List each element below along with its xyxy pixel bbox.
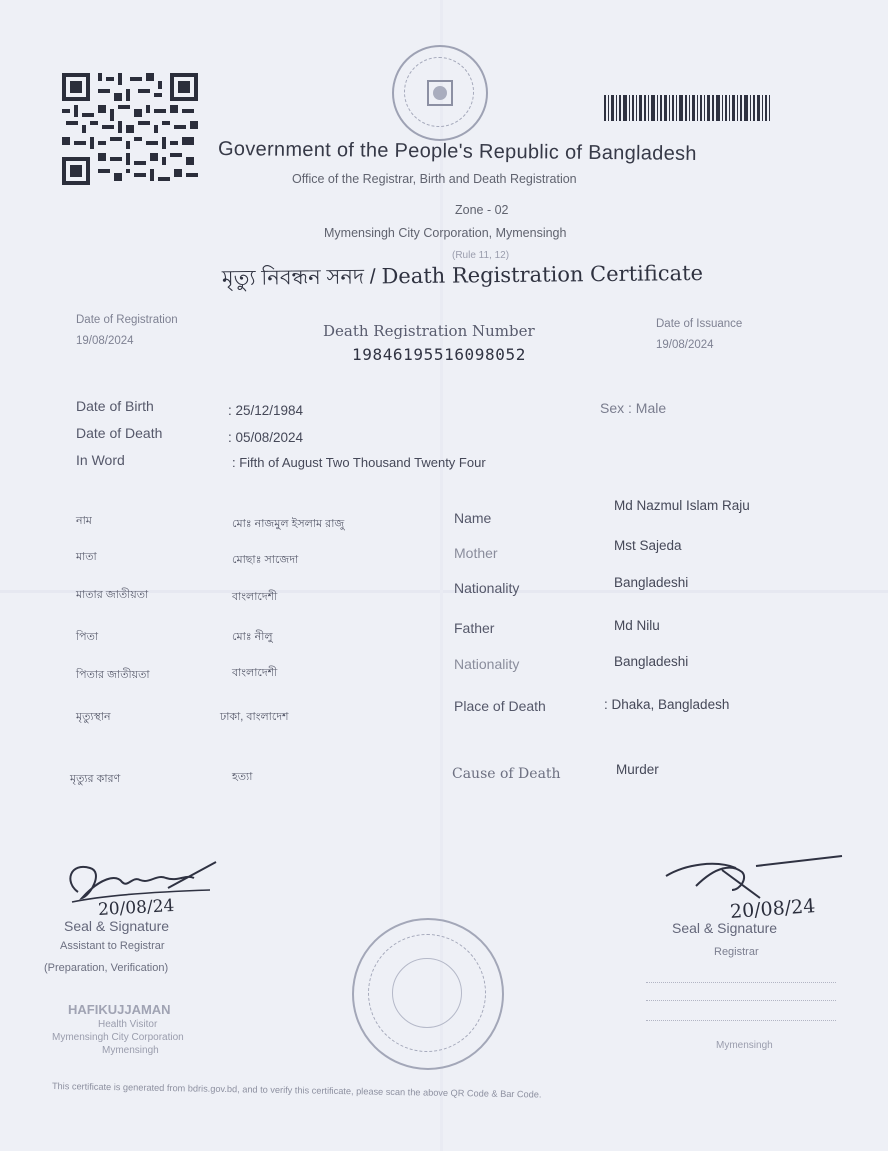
en-label-mother-nationality: Nationality [454,580,520,596]
bn-label-father: পিতা [76,631,99,643]
left-stamp-org: Mymensingh City Corporation [52,1032,184,1043]
bn-label-name: নাম [76,515,92,527]
certificate-title-en: Death Registration Certificate [381,260,704,289]
en-label-mother: Mother [454,545,498,561]
left-role-detail: (Preparation, Verification) [44,962,169,974]
en-label-father: Father [454,620,495,636]
zone-label: Zone - 02 [455,203,509,217]
bn-value-mother-nationality: বাংলাদেশী [232,591,278,603]
en-label-father-nationality: Nationality [454,656,520,672]
barcode-icon[interactable] [604,95,828,121]
registration-number-label: Death Registration Number [323,322,535,340]
date-of-issuance-label: Date of Issuance [656,318,743,330]
certificate-title-bn: মৃত্যু নিবন্ধন সনদ / [221,265,376,290]
right-role: Registrar [714,946,759,958]
left-seal-caption: Seal & Signature [64,918,170,934]
date-of-death-value: : 05/08/2024 [228,430,304,445]
office-seal-icon [352,918,504,1070]
left-stamp-city: Mymensingh [102,1045,159,1056]
left-role: Assistant to Registrar [60,940,165,952]
bn-value-mother: মোছাঃ সাজেদা [232,554,299,566]
government-seal-icon [392,45,488,141]
date-of-issuance-value: 19/08/2024 [656,339,714,351]
bn-label-father-nationality: পিতার জাতীয়তা [76,669,150,681]
en-label-place-of-death: Place of Death [454,698,546,714]
right-stamp-city: Mymensingh [716,1040,773,1051]
registration-number-value: 19846195516098052 [352,345,526,364]
bn-label-place-of-death: মৃত্যুস্থান [76,711,111,723]
date-of-death-label: Date of Death [76,425,163,441]
en-value-father: Md Nilu [614,618,660,633]
right-stamp-line [646,982,836,987]
left-stamp-title: Health Visitor [98,1019,158,1030]
bn-label-mother: মাতা [76,551,97,563]
bn-label-mother-nationality: মাতার জাতীয়তা [76,589,149,601]
in-word-label: In Word [76,452,125,468]
left-signature-date: 20/08/24 [97,896,175,920]
in-word-value: : Fifth of August Two Thousand Twenty Four [232,455,486,470]
date-of-birth-label: Date of Birth [76,398,154,414]
footer-note: This certificate is generated from bdris.gov.bd, and to verify this certificate, please scan the above QR Code & Bar Code. [51,1081,542,1100]
bn-value-father-nationality: বাংলাদেশী [232,667,278,679]
right-seal-caption: Seal & Signature [672,920,778,936]
en-value-mother-nationality: Bangladeshi [614,575,689,590]
en-value-father-nationality: Bangladeshi [614,654,689,669]
bn-value-father: মোঃ নীলু [232,631,273,643]
en-value-cause-of-death: Murder [616,762,659,777]
en-value-name: Md Nazmul Islam Raju [614,498,750,513]
left-stamp-name: HAFIKUJJAMAN [68,1002,171,1017]
qr-code-icon[interactable] [62,72,198,186]
right-signature-date: 20/08/24 [729,895,817,923]
bn-value-place-of-death: ঢাকা, বাংলাদেশ [220,711,289,723]
en-label-cause-of-death: Cause of Death [452,766,561,782]
date-of-registration-value: 19/08/2024 [76,335,134,347]
en-value-place-of-death: : Dhaka, Bangladesh [604,697,730,712]
registrar-office: Office of the Registrar, Birth and Death Registration [292,172,577,186]
sex-value: Sex : Male [600,400,667,416]
certificate-title [222,257,703,297]
en-value-mother: Mst Sajeda [614,538,682,553]
right-stamp-line [646,1000,836,1005]
city-corporation: Mymensingh City Corporation, Mymensingh [324,226,567,240]
bn-label-cause-of-death: মৃত্যুর কারণ [70,773,121,785]
date-of-birth-value: : 25/12/1984 [228,403,304,418]
right-stamp-line [646,1020,836,1025]
government-heading: Government of the People's Republic of Bangladesh [217,138,697,166]
bn-value-cause-of-death: হত্যা [232,771,253,783]
date-of-registration-label: Date of Registration [76,314,178,326]
bn-value-name: মোঃ নাজমুল ইসলাম রাজু [232,518,345,530]
rule-reference: (Rule 11, 12) [452,250,510,261]
en-label-name: Name [454,510,492,526]
